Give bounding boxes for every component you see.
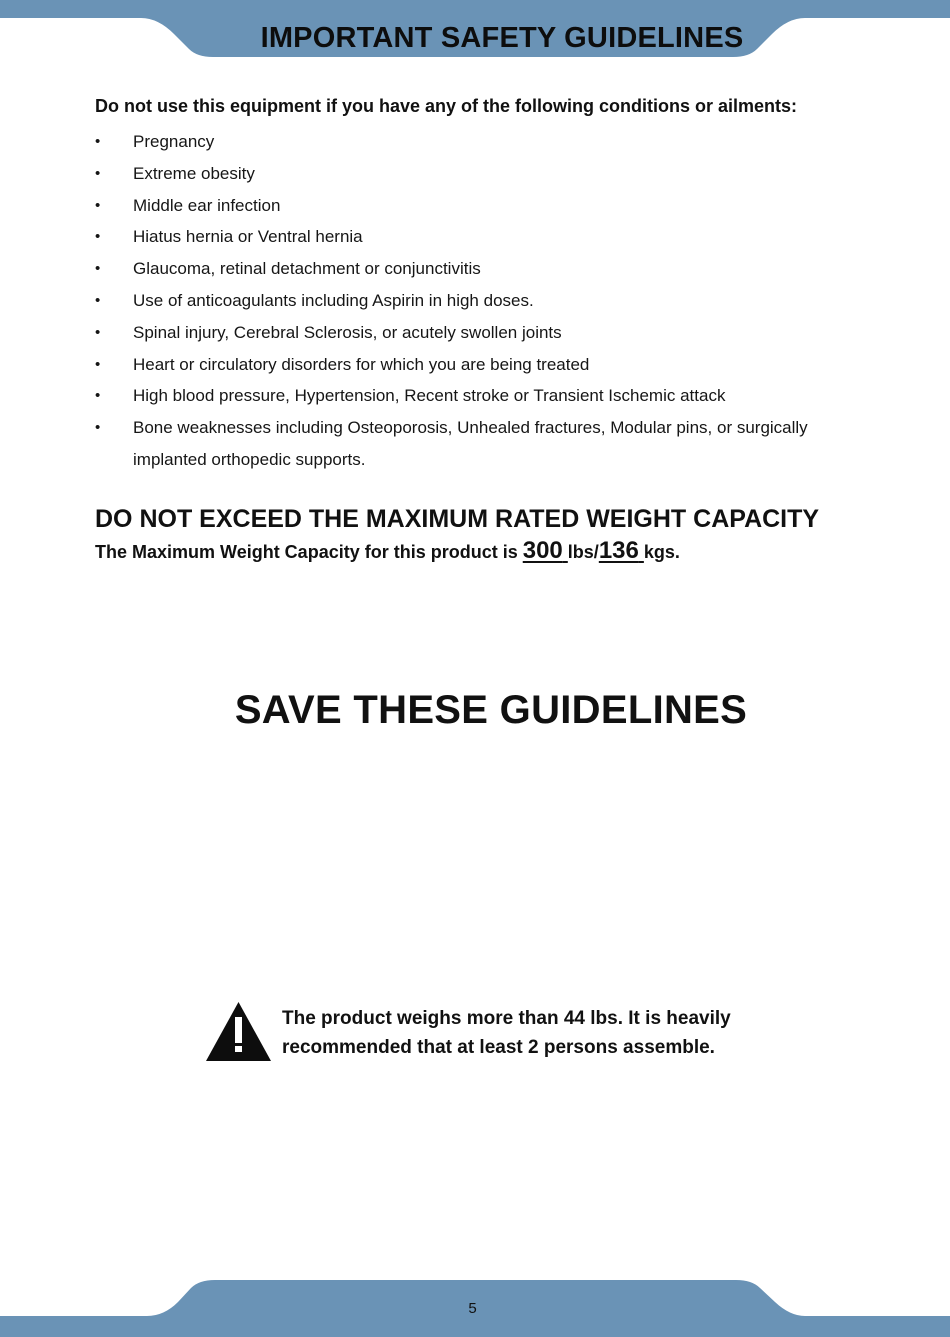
list-item: • Extreme obesity	[95, 158, 855, 190]
page-title: IMPORTANT SAFETY GUIDELINES	[260, 22, 744, 54]
weight-capacity-statement	[95, 537, 895, 565]
list-item: • Heart or circulatory disorders for which you are being treated	[95, 349, 855, 381]
capacity-lbs-unit: lbs/	[567, 542, 599, 562]
list-item: • Pregnancy	[95, 126, 855, 158]
capacity-lbs-value: 300	[522, 537, 563, 564]
save-guidelines-heading: SAVE THESE GUIDELINES	[234, 688, 748, 732]
weight-capacity-heading: DO NOT EXCEED THE MAXIMUM RATED WEIGHT CAPACITY	[95, 505, 820, 533]
list-item: • Hiatus hernia or Ventral hernia	[95, 221, 855, 253]
capacity-kg-unit: kgs.	[643, 542, 680, 562]
list-item: • High blood pressure, Hypertension, Recent stroke or Transient Ischemic attack	[95, 380, 855, 412]
capacity-prefix: The Maximum Weight Capacity for this product is	[95, 542, 523, 562]
page-number: 5	[468, 1300, 477, 1317]
assembly-warning-line-1: The product weighs more than 44 lbs. It is heavily	[282, 1008, 731, 1029]
capacity-kg-value: 136	[598, 537, 639, 564]
list-item: • Glaucoma, retinal detachment or conjunctivitis	[95, 253, 855, 285]
assembly-warning-line-2: recommended that at least 2 persons assemble.	[282, 1037, 715, 1058]
conditions-intro: Do not use this equipment if you have any of the following conditions or ailments:	[95, 96, 798, 116]
list-item: • Use of anticoagulants including Aspirin in high doses.	[95, 285, 855, 317]
conditions-list	[95, 126, 855, 476]
list-item: • Middle ear infection	[95, 190, 855, 222]
list-item: • Spinal injury, Cerebral Sclerosis, or acutely swollen joints	[95, 317, 855, 349]
assembly-warning	[282, 1004, 762, 1062]
warning-triangle-icon	[205, 1000, 272, 1062]
list-item: • Bone weaknesses including Osteoporosis, Unhealed fractures, Modular pins, or surgically implanted orthopedic supports.	[95, 412, 855, 476]
